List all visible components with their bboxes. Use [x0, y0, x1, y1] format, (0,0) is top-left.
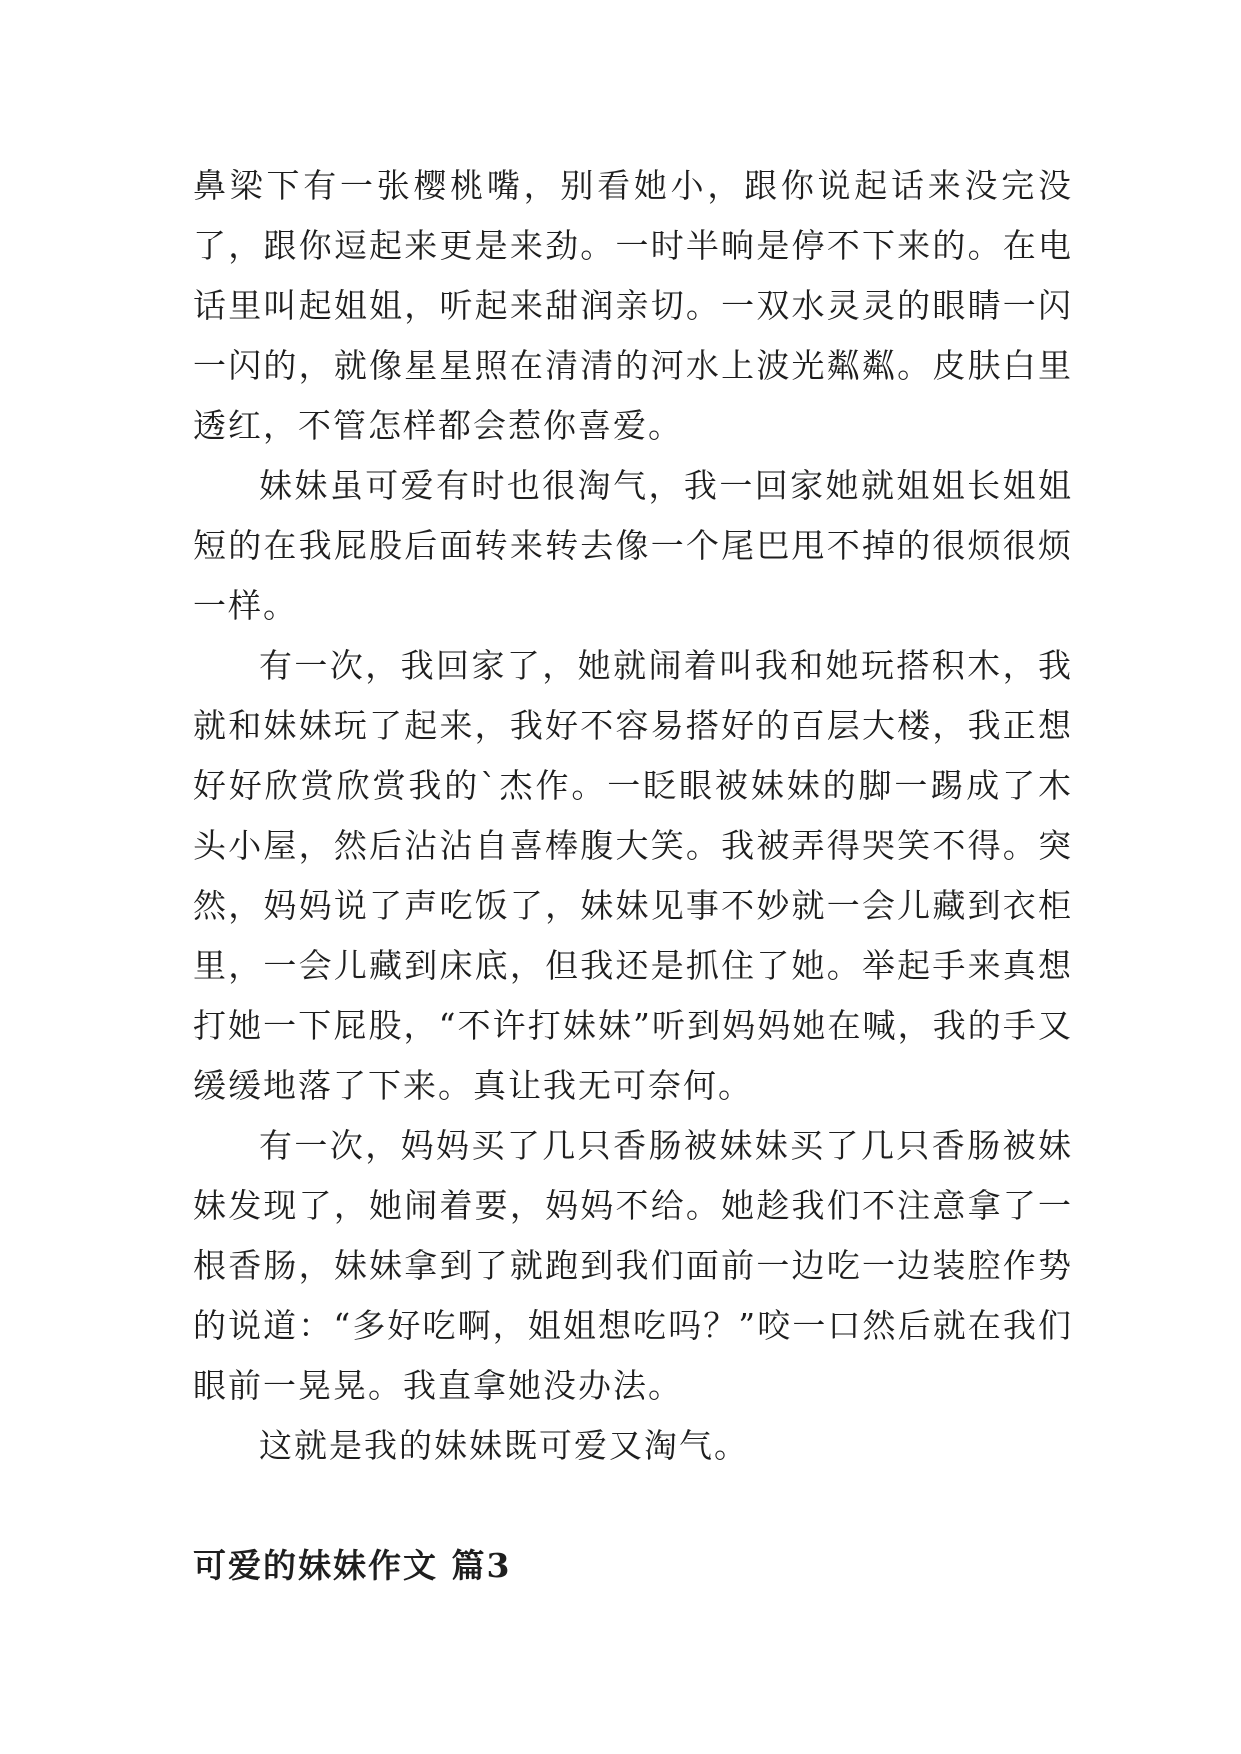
paragraph-5: 这就是我的妹妹既可爱又淘气。 [259, 1426, 749, 1465]
paragraph-1: 鼻梁下有一张樱桃嘴，别看她小，跟你说起话来没完没了，跟你逗起来更是来劲。一时半晌是停不下来的。在电话里叫起姐姐，听起来甜润亲切。一双水灵灵的眼睛一闪一闪的，就像星星照在清清的河水上波光粼粼。皮肤白里透红，不管怎样都会惹你喜爱。 [193, 166, 1073, 445]
paragraph-2: 妹妹虽可爱有时也很淘气，我一回家她就姐姐长姐姐短的在我屁股后面转来转去像一个尾巴甩不掉的很烦很烦一样。 [193, 466, 1073, 625]
paragraph-4: 有一次，妈妈买了几只香肠被妹妹买了几只香肠被妹妹发现了，她闹着要，妈妈不给。她趁我们不注意拿了一根香肠，妹妹拿到了就跑到我们面前一边吃一边装腔作势的说道：“多好吃啊，姐姐想吃吗？”咬一口然后就在我们眼前一晃晃。我直拿她没办法。 [193, 1126, 1073, 1405]
section-heading: 可爱的妹妹作文 篇3 [193, 1546, 512, 1585]
document-body [193, 156, 1073, 1596]
paragraph-3: 有一次，我回家了，她就闹着叫我和她玩搭积木，我就和妹妹玩了起来，我好不容易搭好的百层大楼，我正想好好欣赏欣赏我的`杰作。一眨眼被妹妹的脚一踢成了木头小屋，然后沾沾自喜棒腹大笑。我被弄得哭笑不得。突然，妈妈说了声吃饭了，妹妹见事不妙就一会儿藏到衣柜里，一会儿藏到床底，但我还是抓住了她。举起手来真想打她一下屁股，“不许打妹妹”听到妈妈她在喊，我的手又缓缓地落了下来。真让我无可奈何。 [193, 646, 1073, 1105]
